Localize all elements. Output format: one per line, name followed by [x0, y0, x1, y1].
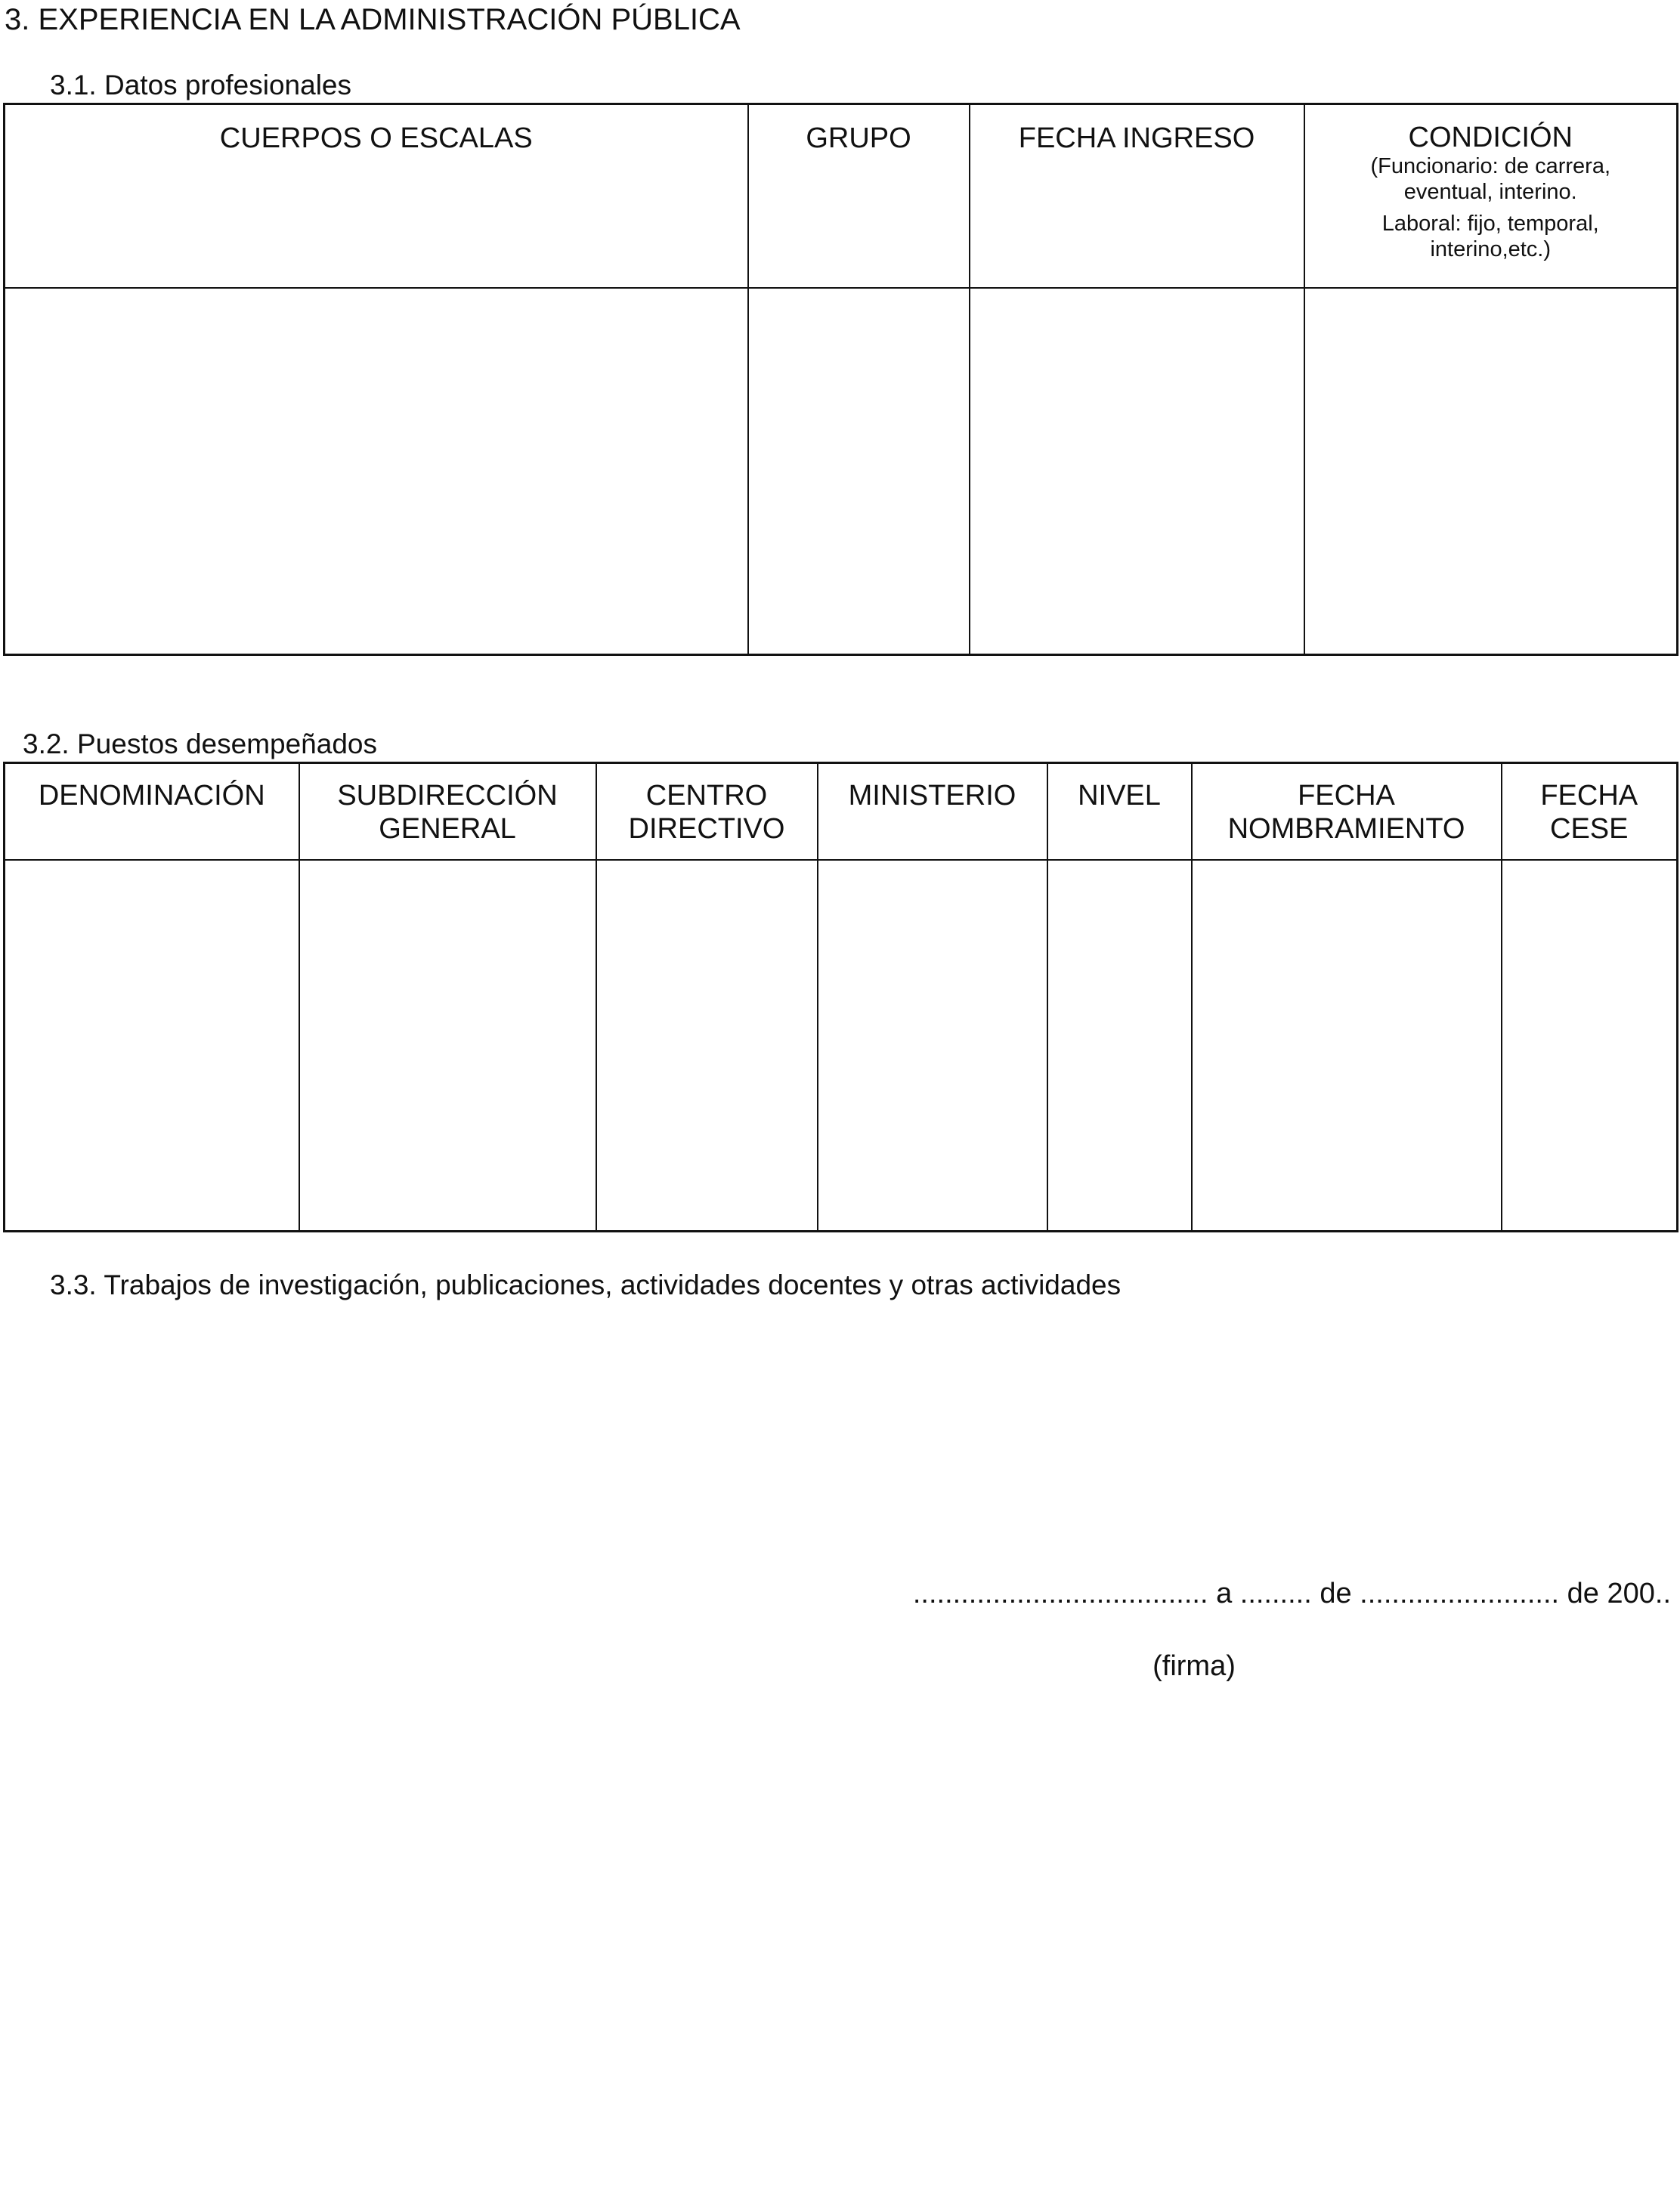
fecha-nombramiento-input-cell[interactable]	[1192, 860, 1502, 1232]
column-header-subdireccion	[299, 763, 596, 860]
cuerpos-input-cell[interactable]	[5, 288, 748, 655]
date-place-line: ..................................... a ......... de ......................... de 200..	[912, 1578, 1671, 1609]
column-header-label: NIVEL	[1078, 780, 1161, 812]
datos-profesionales-table	[3, 103, 1678, 656]
condicion-input-cell[interactable]	[1304, 288, 1678, 655]
column-header-label: DENOMINACIÓN	[38, 780, 265, 812]
table-header-row	[5, 763, 1678, 860]
column-header-fecha-nombramiento	[1192, 763, 1502, 860]
column-header-denominacion	[5, 763, 299, 860]
signature-label: (firma)	[1152, 1650, 1236, 1682]
centro-input-cell[interactable]	[596, 860, 818, 1232]
column-header-fecha-cese	[1502, 763, 1678, 860]
table-row	[5, 860, 1678, 1232]
condicion-note-funcionario: (Funcionario: de carrera, eventual, interino.	[1370, 154, 1611, 204]
puestos-title: 3.2. Puestos desempeñados	[23, 728, 377, 759]
fecha-cese-input-cell[interactable]	[1502, 860, 1678, 1232]
datos-profesionales-title: 3.1. Datos profesionales	[50, 70, 352, 100]
column-header-label: FECHA NOMBRAMIENTO	[1227, 780, 1465, 845]
grupo-input-cell[interactable]	[748, 288, 970, 655]
denominacion-input-cell[interactable]	[5, 860, 299, 1232]
trabajos-title: 3.3. Trabajos de investigación, publicaciones, actividades docentes y otras actividades	[50, 1269, 1122, 1300]
column-header-label: FECHA CESE	[1540, 780, 1638, 845]
column-header-cuerpos	[5, 104, 748, 288]
column-header-fecha-ingreso	[970, 104, 1304, 288]
column-header-nivel	[1047, 763, 1192, 860]
nivel-input-cell[interactable]	[1047, 860, 1192, 1232]
table-row	[5, 288, 1678, 655]
column-header-ministerio	[818, 763, 1047, 860]
column-header-condicion	[1304, 104, 1678, 288]
column-header-label: CONDICIÓN	[1408, 122, 1573, 153]
column-header-label: SUBDIRECCIÓN GENERAL	[337, 780, 558, 845]
fecha-ingreso-input-cell[interactable]	[970, 288, 1304, 655]
column-header-label: GRUPO	[806, 122, 911, 154]
column-header-label: CUERPOS O ESCALAS	[219, 122, 533, 154]
condicion-note-laboral: Laboral: fijo, temporal, interino,etc.)	[1381, 212, 1599, 261]
column-header-label: MINISTERIO	[848, 780, 1016, 812]
column-header-grupo	[748, 104, 970, 288]
column-header-label: FECHA INGRESO	[1018, 122, 1255, 154]
section-title: 3. EXPERIENCIA EN LA ADMINISTRACIÓN PÚBLICA	[5, 3, 741, 36]
table-header-row	[5, 104, 1678, 288]
column-header-label: CENTRO DIRECTIVO	[628, 780, 785, 845]
ministerio-input-cell[interactable]	[818, 860, 1047, 1232]
column-header-centro	[596, 763, 818, 860]
subdireccion-input-cell[interactable]	[299, 860, 596, 1232]
puestos-table	[3, 762, 1678, 1232]
